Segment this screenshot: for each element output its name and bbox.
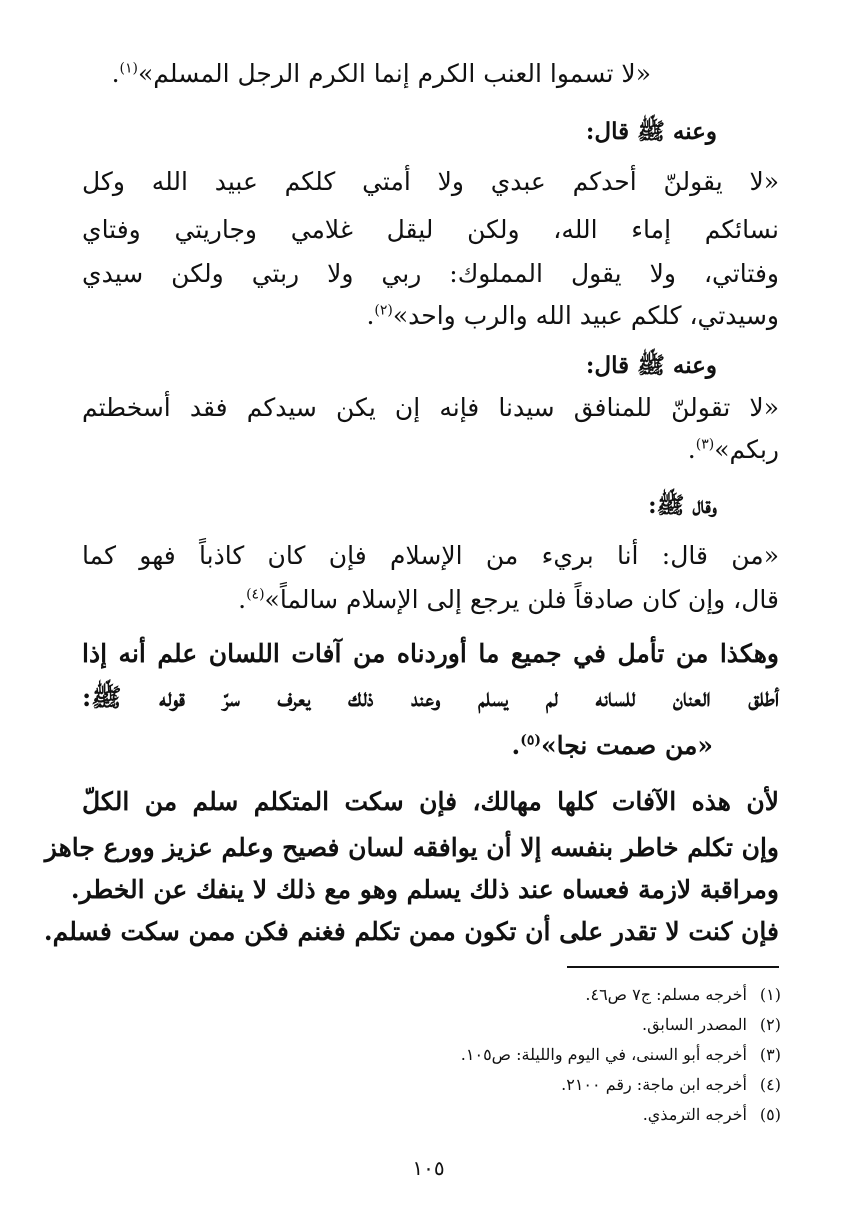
footnote-number: (١) xyxy=(759,985,781,1004)
footnote-1 xyxy=(585,984,781,1006)
footnote-text: أخرجه الترمذي. xyxy=(642,1105,747,1124)
hadith-text: «لا تسموا العنب الكرم إنما الكرم الرجل المسلم» xyxy=(137,59,651,88)
footnote-text: أخرجه مسلم: ج٧ ص٤٦. xyxy=(585,985,747,1004)
footnote-divider xyxy=(567,966,779,968)
hadith-quote-4-line-2: قال، وإن كان صادقاً فلن يرجع إلى الإسلام سالماً»$^{(٤)}$. xyxy=(238,585,779,614)
hadith-text: قال، وإن كان صادقاً فلن يرجع إلى الإسلام سالماً» xyxy=(264,585,779,614)
footnote-text: المصدر السابق. xyxy=(641,1015,747,1034)
footnote-ref-4: (٤) xyxy=(246,586,265,603)
footnote-2 xyxy=(642,1014,781,1036)
paragraph-6-line-4: فإن كنت لا تقدر على أن تكون ممن تكلم فغنم فكن ممن سكت فسلم. xyxy=(43,917,779,946)
paragraph-5-line-1: وهكذا من تأمل في جميع ما أوردناه من آفات اللسان علم أنه إذا xyxy=(82,639,779,668)
hadith-quote-2-line-4: وسيدتي، كلكم عبيد الله والرب واحد»$^{(٢)}$. xyxy=(366,301,779,330)
footnote-4 xyxy=(561,1074,781,1096)
hadith-text: ربكم» xyxy=(714,435,779,464)
page-number: ١٠٥ xyxy=(412,1156,445,1180)
narration-label-3: وقال ﷺ: xyxy=(648,492,717,519)
footnote-ref-3: (٣) xyxy=(695,436,715,453)
footnote-text: أخرجه ابن ماجة: رقم ٢١٠٠. xyxy=(561,1075,747,1094)
paragraph-6-line-3: ومراقبة لازمة فعساه عند ذلك يسلم وهو مع ذلك لا ينفك عن الخطر. xyxy=(70,875,779,904)
footnote-number: (٤) xyxy=(759,1075,781,1094)
footnote-ref-2: (٢) xyxy=(374,302,393,319)
footnote-ref-5: (٥) xyxy=(520,732,541,749)
hadith-text: وسيدتي، كلكم عبيد الله والرب واحد» xyxy=(392,301,779,330)
footnote-number: (٢) xyxy=(759,1015,781,1034)
hadith-quote-3-line-1: «لا تقولنّ للمنافق سيدنا فإنه إن يكن سيدكم فقد أسخطتم xyxy=(82,393,779,422)
hadith-quote-2-line-1: «لا يقولنّ أحدكم عبدي ولا أمتي كلكم عبيد الله وكل xyxy=(82,167,779,196)
hadith-quote-5: «من صمت نجا»$^{(٥)}$. xyxy=(511,731,713,760)
hadith-text: «من صمت نجا» xyxy=(540,731,713,760)
footnote-text: أخرجه أبو السنى، في اليوم والليلة: ص١٠٥. xyxy=(460,1045,747,1064)
footnote-ref-1: (١) xyxy=(119,60,138,77)
paragraph-6-line-2: وإن تكلم خاطر بنفسه إلا أن يوافقه لسان فصيح وعلم عزيز وورع جاهز xyxy=(44,833,779,862)
narration-label-2: وعنه ﷺ قال: xyxy=(585,352,717,379)
hadith-quote-3-line-2: ربكم»$^{(٣)}$. xyxy=(687,435,779,464)
paragraph-6-line-1: لأن هذه الآفات كلها مهالك، فإن سكت المتكلم سلم من الكلّ xyxy=(82,787,779,816)
footnote-5 xyxy=(643,1104,781,1126)
hadith-quote-2-line-3: وفتاتي، ولا يقول المملوك: ربي ولا ربتي ولكن سيدي xyxy=(82,259,779,288)
hadith-quote-1: «لا تسموا العنب الكرم إنما الكرم الرجل المسلم»$^{(١)}$. xyxy=(111,59,651,88)
hadith-quote-2-line-2: نسائكم إماء الله، ولكن ليقل غلامي وجاريتي وفتاي xyxy=(82,215,779,244)
hadith-quote-4-line-1: «من قال: أنا بريء من الإسلام فإن كان كاذباً فهو كما xyxy=(82,541,779,570)
footnote-number: (٣) xyxy=(759,1045,781,1064)
footnote-number: (٥) xyxy=(759,1105,781,1124)
footnote-3 xyxy=(461,1044,781,1066)
paragraph-5-line-2: أطلق العنان للسانه لم يسلم وعند ذلك يعرف سرّ قوله ﷺ: xyxy=(82,683,779,712)
narration-label-1: وعنه ﷺ قال: xyxy=(585,118,717,145)
